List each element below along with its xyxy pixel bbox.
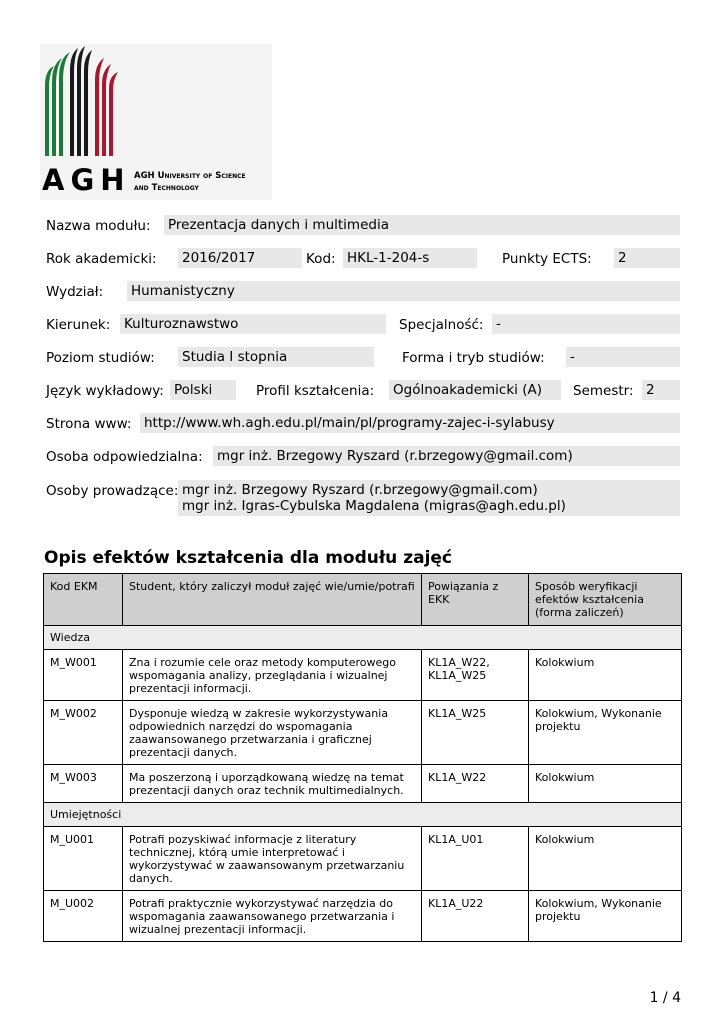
header-sposob: Sposób weryfikacji efektów kształcenia (forma zaliczeń) xyxy=(529,574,682,626)
cell-method: Kolokwium xyxy=(529,827,682,891)
cell-ekk: KL1A_U22 xyxy=(422,891,529,942)
kierunek-value: Kulturoznawstwo xyxy=(120,314,386,334)
cell-ekk: KL1A_W25 xyxy=(422,701,529,765)
punkty-ects-label: Punkty ECTS: xyxy=(502,251,592,267)
nazwa-modulu-value: Prezentacja danych i multimedia xyxy=(164,215,680,235)
kod-value: HKL-1-204-s xyxy=(343,248,477,268)
cell-desc: Ma poszerzoną i uporządkowaną wiedzę na temat prezentacji danych oraz technik multimedialnych. xyxy=(123,765,422,803)
kod-label: Kod: xyxy=(306,251,336,267)
agh-logo xyxy=(40,44,272,200)
wydzial-value: Humanistyczny xyxy=(127,281,680,301)
cell-method: Kolokwium xyxy=(529,765,682,803)
header-powiazania: Powiązania z EKK xyxy=(422,574,529,626)
nazwa-modulu-label: Nazwa modułu: xyxy=(46,218,151,234)
prowadzacy-2: mgr inż. Igras-Cybulska Magdalena (migras@agh.edu.pl) xyxy=(182,498,566,514)
poziom-studiow-value: Studia I stopnia xyxy=(178,347,374,367)
group-label: Wiedza xyxy=(44,626,682,650)
table-row xyxy=(44,891,682,942)
cell-code: M_U002 xyxy=(44,891,123,942)
cell-ekk: KL1A_W22 xyxy=(422,765,529,803)
group-label: Umiejętności xyxy=(44,803,682,827)
specjalnosc-value: - xyxy=(492,314,680,334)
strona-www-label: Strona www: xyxy=(46,416,132,432)
cell-code: M_W002 xyxy=(44,701,123,765)
jezyk-label: Język wykładowy: xyxy=(46,383,164,399)
profil-value: Ogólnoakademicki (A) xyxy=(389,380,561,400)
osoby-prowadzace-value xyxy=(178,480,680,516)
cell-code: M_U001 xyxy=(44,827,123,891)
cell-desc: Dysponuje wiedzą w zakresie wykorzystywania odpowiednich narzędzi do wspomagania zaawansowanego przetwarzania i graficznej prezentacji danych. xyxy=(123,701,422,765)
group-row-umiejetnosci xyxy=(44,803,682,827)
osoba-odpowiedzialna-value: mgr inż. Brzegowy Ryszard (r.brzegowy@gmail.com) xyxy=(213,446,680,466)
logo-line1: AGH University of Science xyxy=(134,171,246,181)
table-row xyxy=(44,701,682,765)
wydzial-label: Wydział: xyxy=(46,284,104,300)
table-row xyxy=(44,827,682,891)
table-row xyxy=(44,765,682,803)
page-number: 1 / 4 xyxy=(649,990,681,1006)
cell-desc: Zna i rozumie cele oraz metody komputerowego wspomagania analizy, przeglądania i wizualnej prezentacji informacji. xyxy=(123,650,422,701)
poziom-studiow-label: Poziom studiów: xyxy=(46,350,155,366)
jezyk-value: Polski xyxy=(170,380,236,400)
osoba-odpowiedzialna-label: Osoba odpowiedzialna: xyxy=(46,449,203,465)
cell-code: M_W003 xyxy=(44,765,123,803)
cell-desc: Potrafi praktycznie wykorzystywać narzędzia do wspomagania zaawansowanego przetwarzania i wizualnej prezentacji informacji. xyxy=(123,891,422,942)
forma-tryb-label: Forma i tryb studiów: xyxy=(402,350,545,366)
cell-method: Kolokwium xyxy=(529,650,682,701)
cell-method: Kolokwium, Wykonanie projektu xyxy=(529,891,682,942)
forma-tryb-value: - xyxy=(566,347,680,367)
cell-ekk: KL1A_U01 xyxy=(422,827,529,891)
kierunek-label: Kierunek: xyxy=(46,317,111,333)
table-row xyxy=(44,650,682,701)
osoby-prowadzace-label: Osoby prowadzące: xyxy=(46,483,179,499)
efekty-table xyxy=(43,573,682,942)
logo-letters: AGH xyxy=(42,163,131,197)
cell-code: M_W001 xyxy=(44,650,123,701)
rok-akademicki-label: Rok akademicki: xyxy=(46,251,157,267)
cell-method: Kolokwium, Wykonanie projektu xyxy=(529,701,682,765)
prowadzacy-1: mgr inż. Brzegowy Ryszard (r.brzegowy@gmail.com) xyxy=(182,482,538,498)
profil-label: Profil kształcenia: xyxy=(256,383,375,399)
table-header-row xyxy=(44,574,682,626)
strona-www-link[interactable]: http://www.wh.agh.edu.pl/main/pl/programy-zajec-i-sylabusy xyxy=(140,413,680,433)
cell-ekk: KL1A_W22, KL1A_W25 xyxy=(422,650,529,701)
logo-line2: and Technology xyxy=(134,183,199,193)
semestr-label: Semestr: xyxy=(573,383,634,399)
section-title: Opis efektów kształcenia dla modułu zajęć xyxy=(44,548,453,568)
specjalnosc-label: Specjalność: xyxy=(399,317,484,333)
punkty-ects-value: 2 xyxy=(614,248,680,268)
group-row-wiedza xyxy=(44,626,682,650)
header-student: Student, który zaliczył moduł zajęć wie/umie/potrafi xyxy=(123,574,422,626)
rok-akademicki-value: 2016/2017 xyxy=(178,248,302,268)
cell-desc: Potrafi pozyskiwać informacje z literatury technicznej, którą umie interpretować i wykorzystywać w zaawansowanym przetwarzaniu danych. xyxy=(123,827,422,891)
header-kod-ekm: Kod EKM xyxy=(44,574,123,626)
semestr-value: 2 xyxy=(642,380,680,400)
